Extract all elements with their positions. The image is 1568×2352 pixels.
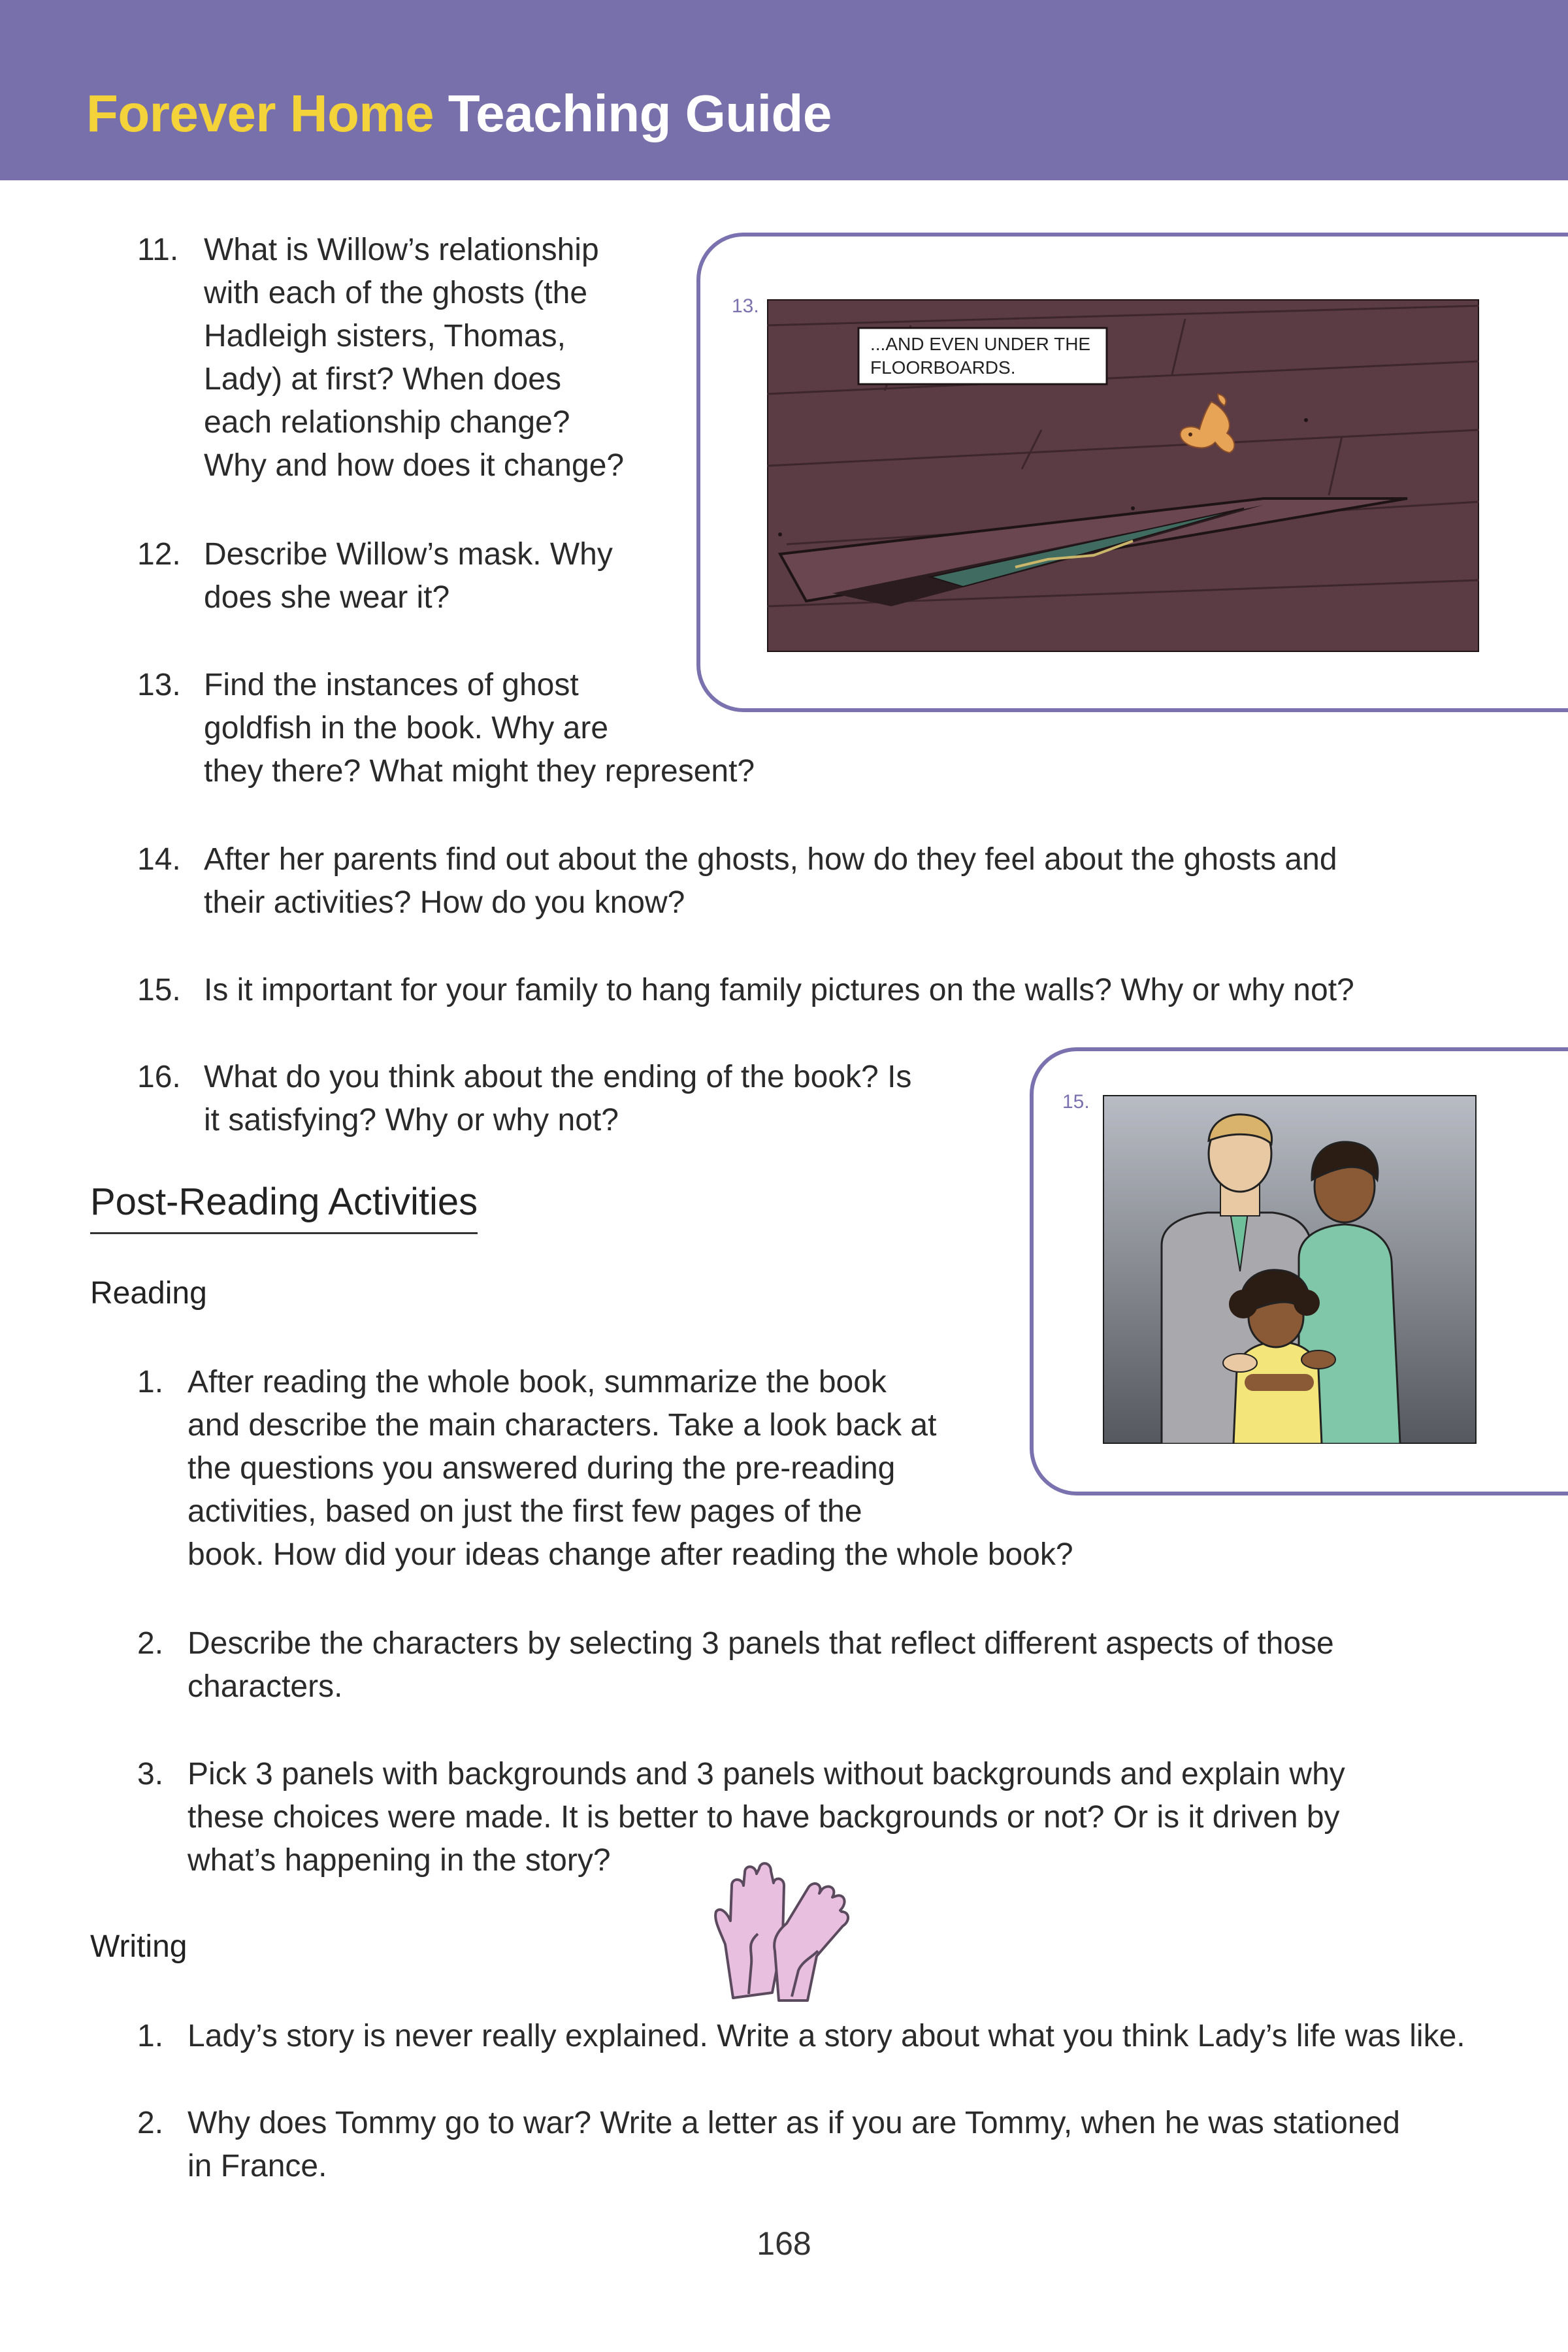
item-line: book. How did your ideas change after reading the whole book? (188, 1537, 1073, 1572)
question-14 (137, 838, 1509, 924)
writing-item-1 (137, 2015, 1542, 2058)
panel-13-caption-line-1: ...AND EVEN UNDER THE (870, 334, 1091, 354)
reading-subheading: Reading (90, 1276, 207, 1311)
page-header (0, 0, 1568, 180)
question-number: 11. (137, 233, 179, 267)
question-line: Hadleigh sisters, Thomas, (204, 319, 566, 353)
item-number: 3. (137, 1757, 164, 1791)
item-line: characters. (188, 1669, 343, 1704)
question-line: with each of the ghosts (the (204, 276, 588, 310)
item-line: what’s happening in the story? (188, 1843, 611, 1878)
panel-13-caption-line-2: FLOORBOARDS. (870, 357, 1016, 378)
question-line: it satisfying? Why or why not? (204, 1103, 619, 1137)
item-number: 2. (137, 2106, 164, 2140)
question-line: What do you think about the ending of the book? Is (204, 1060, 912, 1094)
question-line: Describe Willow’s mask. Why (204, 537, 613, 572)
page-title (86, 81, 832, 146)
item-line: activities, based on just the first few pages of the (188, 1494, 862, 1529)
writing-item-2 (137, 2102, 1542, 2188)
reading-item-1 (137, 1361, 1183, 1576)
item-line: Pick 3 panels with backgrounds and 3 panels without backgrounds and explain why (188, 1757, 1345, 1791)
question-line: goldfish in the book. Why are (204, 711, 609, 745)
question-number: 13. (137, 668, 181, 702)
question-line: Find the instances of ghost (204, 668, 579, 702)
question-number: 14. (137, 842, 181, 877)
item-number: 2. (137, 1626, 164, 1661)
question-16 (137, 1056, 987, 1142)
question-12 (137, 533, 699, 619)
item-line: and describe the main characters. Take a look back at (188, 1408, 937, 1443)
item-line: in France. (188, 2149, 327, 2183)
item-line: After reading the whole book, summarize the book (188, 1365, 887, 1399)
item-number: 1. (137, 1365, 164, 1399)
question-line: After her parents find out about the ghosts, how do they feel about the ghosts and (204, 842, 1337, 877)
item-line: these choices were made. It is better to have backgrounds or not? Or is it driven by (188, 1800, 1340, 1835)
item-number: 1. (137, 2019, 164, 2053)
reading-item-2 (137, 1622, 1542, 1708)
question-line: they there? What might they represent? (204, 754, 755, 789)
question-line: each relationship change? (204, 405, 570, 440)
question-line: Lady) at first? When does (204, 362, 561, 397)
title-guide-label: Teaching Guide (448, 84, 832, 142)
question-15 (137, 969, 1542, 1012)
panel-15-label: 15. (1062, 1091, 1090, 1113)
question-line: their activities? How do you know? (204, 885, 685, 920)
item-line: Lady’s story is never really explained. Write a story about what you think Lady’s life was like. (188, 2019, 1465, 2053)
question-line: What is Willow’s relationship (204, 233, 599, 267)
question-number: 16. (137, 1060, 181, 1094)
panel-13-illustration (767, 299, 1479, 652)
question-11 (137, 229, 699, 487)
title-book-name: Forever Home (86, 84, 434, 142)
question-line: does she wear it? (204, 580, 450, 615)
question-number: 12. (137, 537, 181, 572)
gloves-icon (707, 1846, 858, 2003)
question-line: Is it important for your family to hang family pictures on the walls? Why or why not? (204, 973, 1354, 1007)
item-line: Why does Tommy go to war? Write a letter as if you are Tommy, when he was stationed (188, 2106, 1400, 2140)
writing-subheading: Writing (90, 1929, 188, 1964)
page-number: 168 (757, 2225, 811, 2262)
panel-13-label: 13. (732, 295, 759, 317)
post-reading-heading: Post-Reading Activities (90, 1176, 478, 1234)
item-line: the questions you answered during the pre-reading (188, 1451, 896, 1486)
item-line: Describe the characters by selecting 3 panels that reflect different aspects of those (188, 1626, 1334, 1661)
question-line: Why and how does it change? (204, 448, 625, 483)
question-number: 15. (137, 973, 181, 1007)
